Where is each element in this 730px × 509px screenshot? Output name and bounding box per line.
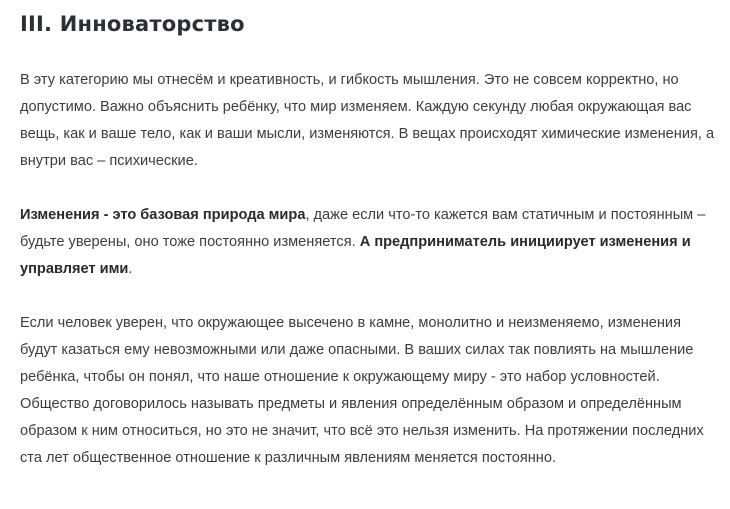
paragraph-1: В эту категорию мы отнесём и креативность, и гибкость мышления. Это не совсем корректно, но допустимо. Важно объяснить ребёнку, что мир изменяем. Каждую секунду любая окружающая вас вещь, как и ваше тело, как и ваши мысли, изменяются. В вещах происходят химические изменения, а внутри вас – психические. [20, 72, 715, 169]
article [20, 0, 720, 472]
bold-phrase-entrepreneur: А предприниматель инициирует изменения и управляет ими [20, 234, 691, 277]
bold-phrase-base-nature: Изменения - это базовая природа мира [20, 207, 306, 223]
paragraph-2-text-2: . [128, 261, 133, 277]
paragraph-2-text-1: , даже если что-то кажется вам статичным и постоянным – будьте уверены, оно тоже постоянно изменяется. [20, 207, 706, 250]
section-heading: III. Инноваторство [20, 12, 245, 36]
paragraph-2 [20, 202, 720, 283]
paragraph-3: Если человек уверен, что окружающее высечено в камне, монолитно и неизменяемо, изменения будут казаться ему невозможными или даже опасными. В ваших силах так повлиять на мышление ребёнка, чтобы он понял, что наше отношение к окружающему миру - это набор условностей. Общество договорилось называть предметы и явления определённым образом и определённым образом к ним относиться, но это не значит, что всё это нельзя изменить. На протяжении последних ста лет общественное отношение к различным явлениям меняется постоянно. [20, 315, 704, 466]
